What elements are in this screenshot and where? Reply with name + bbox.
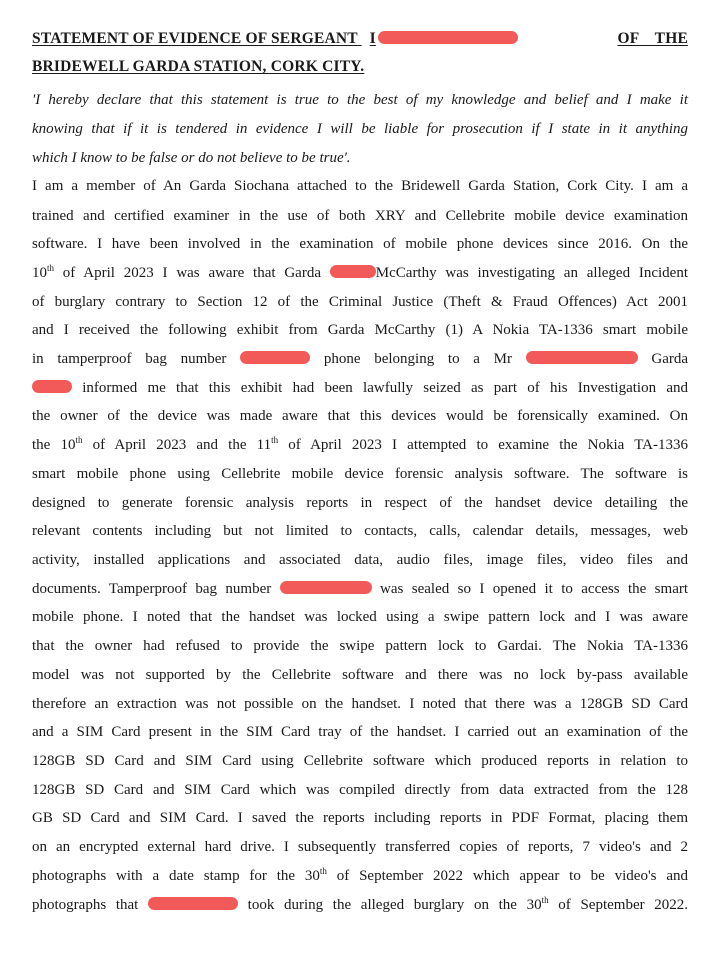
body-line: and I received the following exhibit from Garda McCarthy (1) A Nokia TA-1336 smart mobile	[32, 322, 688, 338]
title-text: STATEMENT OF EVIDENCE OF SERGEANT	[32, 30, 358, 47]
body-line: mobile phone. I noted that the handset was locked using a swipe pattern lock and I was aware	[32, 609, 688, 625]
body-line: in tamperproof bag number phone belonging to a Mr Garda	[32, 351, 689, 367]
redaction-block	[148, 897, 238, 910]
redaction-block	[32, 380, 72, 393]
statement-title	[32, 30, 688, 48]
title-text-end: OF THE	[617, 30, 688, 47]
body-line: software. I have been involved in the examination of mobile phone devices since 2016. On the	[32, 236, 688, 252]
body-line: documents. Tamperproof bag number was sealed so I opened it to access the smart	[32, 581, 689, 597]
redaction-block	[240, 351, 310, 364]
title-initial: I	[369, 30, 376, 47]
body-line: designed to generate forensic analysis reports in respect of the handset device detailing the	[32, 495, 688, 511]
body-line: that the owner had refused to provide the swipe pattern lock to Gardai. The Nokia TA-1336	[32, 638, 688, 654]
redaction-block	[280, 581, 372, 594]
declaration-line: which I know to be false or do not believe to be true'.	[32, 150, 351, 166]
body-line: informed me that this exhibit had been lawfully seized as part of his Investigation and	[32, 378, 688, 398]
body-line: activity, installed applications and associated data, audio files, image files, video files and	[32, 552, 688, 568]
body-line: the 10th of April 2023 and the 11th of April 2023 I attempted to examine the Nokia TA-1336	[32, 435, 688, 453]
body-line: model was not supported by the Cellebrite software and there was no lock by-pass available	[32, 667, 688, 683]
body-line: of burglary contrary to Section 12 of the Criminal Justice (Theft & Fraud Offences) Act 2001	[32, 294, 688, 310]
body-line: GB SD Card and SIM Card. I saved the reports including reports in PDF Format, placing them	[32, 810, 688, 826]
body-line: 128GB SD Card and SIM Card using Cellebrite software which produced reports in relation to	[32, 753, 688, 769]
redaction-block	[330, 265, 376, 278]
body-line: 128GB SD Card and SIM Card which was compiled directly from data extracted from the 128	[32, 782, 688, 798]
body-line: on an encrypted external hard drive. I subsequently transferred copies of reports, 7 video's and 2	[32, 839, 688, 855]
declaration-line: knowing that if it is tendered in evidence I will be liable for prosecution if I state in it anything	[32, 121, 688, 137]
redaction-block	[526, 351, 638, 364]
body-line: I am a member of An Garda Siochana attached to the Bridewell Garda Station, Cork City. I am a	[32, 178, 688, 194]
redaction-block	[378, 31, 518, 44]
body-line: therefore an extraction was not possible on the handset. I noted that there was a 128GB SD Card	[32, 696, 688, 712]
body-line: photographs with a date stamp for the 30th of September 2022 which appear to be video's and	[32, 866, 688, 884]
body-line: photographs that took during the alleged burglary on the 30th of September 2022.	[32, 895, 689, 913]
declaration-line: 'I hereby declare that this statement is true to the best of my knowledge and belief and I make it	[32, 92, 688, 108]
station-title: BRIDEWELL GARDA STATION, CORK CITY.	[32, 58, 365, 75]
body-line: smart mobile phone using Cellebrite mobile device forensic analysis software. The software is	[32, 466, 688, 482]
body-line: and a SIM Card present in the SIM Card tray of the handset. I carried out an examination of the	[32, 724, 688, 740]
body-line: 10th of April 2023 I was aware that Garda McCarthy was investigating an alleged Incident	[32, 263, 689, 281]
body-line: the owner of the device was made aware that this devices would be forensically examined. On	[32, 408, 688, 424]
body-line: trained and certified examiner in the use of both XRY and Cellebrite mobile device examination	[32, 208, 688, 224]
body-line: relevant contents including but not limited to contacts, calls, calendar details, messages, web	[32, 523, 688, 539]
